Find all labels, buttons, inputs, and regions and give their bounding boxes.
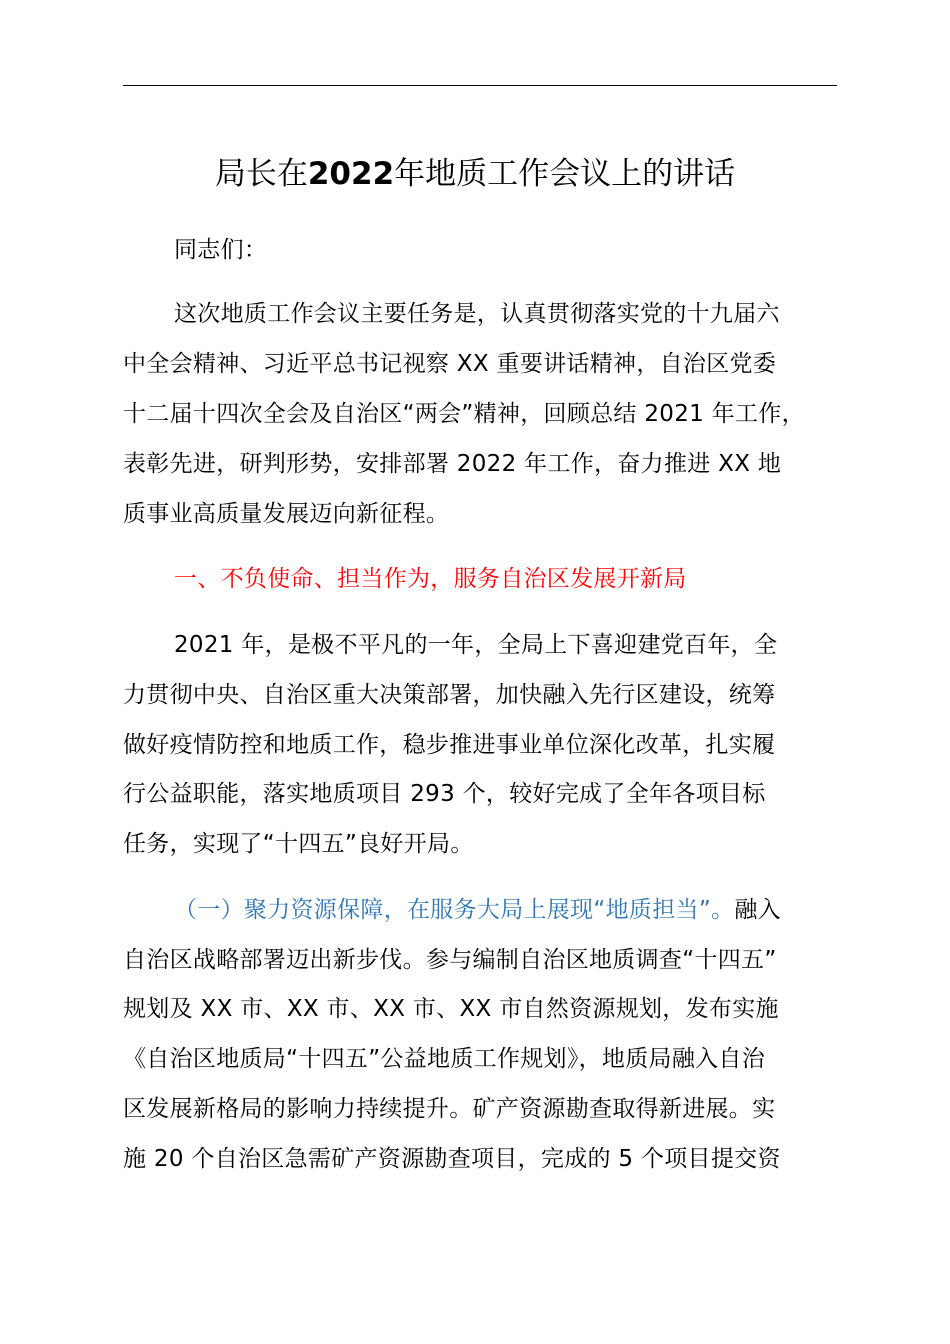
section-heading-1: 一、不负使命、担当作为，服务自治区发展开新局 — [174, 566, 687, 592]
document-title — [0, 150, 950, 198]
subsection1-line: 区发展新格局的影响力持续提升。矿产资源勘查取得新进展。实 — [123, 1096, 776, 1122]
subsection1-line: 规划及 XX 市、XX 市、XX 市、XX 市自然资源规划，发布实施 — [123, 996, 779, 1022]
subsection1-line: 《自治区地质局“十四五”公益地质工作规划》，地质局融入自治 — [123, 1046, 766, 1072]
intro-line: 表彰先进，研判形势，安排部署 2022 年工作，奋力推进 XX 地 — [123, 451, 782, 477]
section1-line: 任务，实现了“十四五”良好开局。 — [123, 831, 474, 857]
intro-line: 质事业高质量发展迈向新征程。 — [123, 501, 450, 527]
section1-line: 2021 年，是极不平凡的一年，全局上下喜迎建党百年，全 — [174, 632, 778, 658]
subsection-heading-1: （一）聚力资源保障，在服务大局上展现“地质担当”。 — [174, 897, 735, 923]
title-part-1: 局长在 — [214, 156, 308, 192]
title-year: 2022 — [307, 156, 395, 192]
title-part-2: 年地质工作会议上的讲话 — [394, 156, 736, 192]
salutation: 同志们： — [174, 237, 268, 263]
intro-line: 这次地质工作会议主要任务是，认真贯彻落实党的十九届六 — [174, 301, 780, 327]
subsection-text-start: 融入 — [734, 897, 781, 923]
section1-line: 力贯彻中央、自治区重大决策部署，加快融入先行区建设，统筹 — [123, 682, 776, 708]
header-rule — [123, 85, 837, 86]
subsection1-line: 施 20 个自治区急需矿产资源勘查项目，完成的 5 个项目提交资 — [123, 1146, 781, 1172]
subsection1-line: 自治区战略部署迈出新步伐。参与编制自治区地质调查“十四五” — [123, 947, 777, 973]
subsection-first-line — [174, 894, 781, 926]
intro-line: 中全会精神、习近平总书记视察 XX 重要讲话精神，自治区党委 — [123, 351, 777, 377]
section1-line: 做好疫情防控和地质工作，稳步推进事业单位深化改革，扎实履 — [123, 732, 776, 758]
section1-line: 行公益职能，落实地质项目 293 个，较好完成了全年各项目标 — [123, 781, 766, 807]
intro-line: 十二届十四次全会及自治区“两会”精神，回顾总结 2021 年工作， — [123, 401, 805, 427]
